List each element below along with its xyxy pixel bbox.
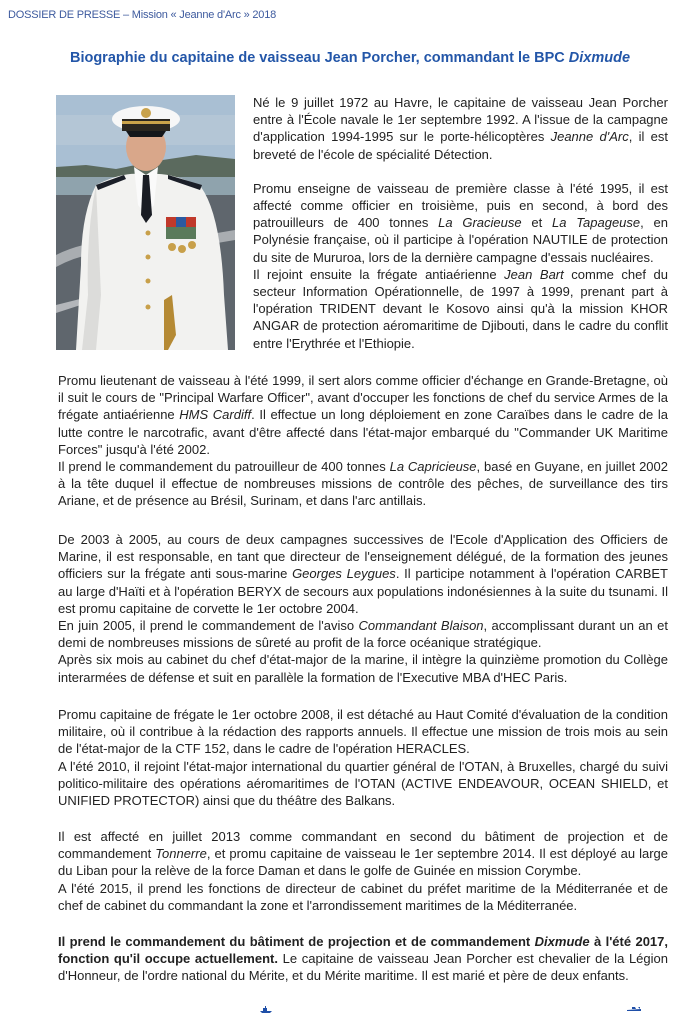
ship-name: Commandant Blaison bbox=[358, 618, 484, 634]
page-title bbox=[0, 50, 682, 66]
text: Promu lieutenant de vaisseau à l'été 1999, il sert alors comme officier d'échange en Grande-Bretagne, où il suit le cours de "Principal Warfare Officer", avant d'occuper les fonctions de chef du service Armes de la frégate antiaérienne bbox=[58, 373, 668, 423]
paragraph-dixmude bbox=[58, 933, 668, 985]
text: Il prend le commandement du bâtiment de projection et de commandement bbox=[58, 934, 535, 949]
text: . Il participe notamment à l'opération CARBET au large d'Haïti et à l'opération BERYX de secours aux populations indonésiennes à la suite du tsunami. Il est promu capitaine de corvette le 1er octobre 2004. bbox=[58, 566, 668, 616]
ship-name: HMS Cardiff bbox=[179, 407, 252, 423]
ship-name: La Capricieuse bbox=[389, 459, 477, 475]
running-header: DOSSIER DE PRESSE – Mission « Jeanne d'Arc » 2018 bbox=[8, 9, 277, 21]
text: , basé en Guyane, en juillet 2002 à la tête duquel il effectue de nombreuses missions de contrôle des pêches, de surveillance des tirs Ariane, et de présence au Brésil, Surinam, et dans l'arc antillais. bbox=[58, 459, 668, 509]
paragraph-eaom bbox=[58, 531, 668, 617]
ship-name: Tonnerre bbox=[155, 846, 207, 862]
paragraph-uk-exchange bbox=[58, 372, 668, 458]
paragraph-hceem: Promu capitaine de frégate le 1er octobre 2008, il est détaché au Haut Comité d'évaluation de la condition militaire, où il contribue à la rédaction des rapports annuels. Il effectue une mission de trois mois au sein de l'état-major de la CTF 152, dans le cadre de l'opération HERACLES. bbox=[58, 707, 668, 757]
text: Né le 9 juillet 1972 au Havre, le capitaine de vaisseau Jean Porcher entre à l'École navale le 1er septembre 1992. A l'issue de la campagne d'application 1994-1995 sur le porte-hélicoptères bbox=[253, 95, 668, 145]
text: , et promu capitaine de vaisseau le 1er septembre 2014. Il est déployé au large du Liban pour la relève de la force Daman et dans le golfe de Guinée en mission Corymbe. bbox=[58, 846, 668, 879]
text: Il rejoint ensuite la frégate antiaérienne bbox=[253, 266, 505, 282]
paragraph-otan: A l'été 2010, il rejoint l'état-major international du quartier général de l'OTAN, à Bruxelles, chargé du suivi politico-militaire des opérations aéromaritimes de l'OTAN (ACTIVE ENDEAVOUR, OCEAN SHIELD, et UNIFIED PROTECTOR) ainsi que du théâtre des Balkans. bbox=[58, 758, 668, 809]
section-2013-2015 bbox=[58, 828, 668, 914]
title-text: Biographie du capitaine de vaisseau Jean Porcher, commandant le BPC bbox=[69, 50, 569, 66]
text: De 2003 à 2005, au cours de deux campagnes successives de l'Ecole d'Application des Officiers de Marine, il est responsable, en tant que directeur de l'enseignement délégué, de la formation des jeunes officiers sur la frégate anti sous-marine bbox=[58, 532, 668, 582]
section-current-command bbox=[58, 933, 668, 985]
text: et bbox=[521, 215, 553, 231]
ship-name: La Gracieuse bbox=[438, 215, 522, 231]
text: Le capitaine de vaisseau Jean Porcher est chevalier de la Légion d'Honneur, de l'ordre national du Mérite, et du Mérite maritime. Il est marié et père de deux enfants. bbox=[58, 951, 668, 984]
portrait-photo-icon bbox=[56, 95, 235, 350]
text: Il est affecté en juillet 2013 comme commandant en second du bâtiment de projection et de commandement bbox=[58, 829, 668, 862]
paragraph-birth-education bbox=[253, 94, 668, 163]
paragraph-capricieuse bbox=[58, 458, 668, 510]
text: Il prend le commandement du patrouilleur de 400 tonnes bbox=[58, 459, 390, 475]
ship-name: Jean Bart bbox=[504, 266, 564, 282]
paragraph-tonnerre bbox=[58, 828, 668, 880]
ship-name: Georges Leygues bbox=[292, 566, 396, 582]
ship-name: Jeanne d'Arc bbox=[550, 129, 629, 145]
section-2008-2010 bbox=[58, 706, 668, 809]
aircraft-silhouette-icon bbox=[626, 1005, 642, 1013]
paragraph-premar: A l'été 2015, il prend les fonctions de directeur de cabinet du préfet maritime de la Méditerranée et de chef de cabinet du commandant la zone et l'arrondissement maritimes de la Méditerranée. bbox=[58, 880, 668, 913]
text: , accomplissant durant un an et demi de nombreuses missions de sûreté au profit de la force océanique stratégique. bbox=[58, 618, 668, 651]
paragraph-1995 bbox=[253, 180, 668, 266]
paragraph-cid: Après six mois au cabinet du chef d'état-major de la marine, il intègre la quinzième promotion du Collège interarmées de défense et suit en parallèle la formation de l'Executive MBA d'HEC Paris. bbox=[58, 652, 668, 685]
ship-name: La Tapageuse bbox=[552, 215, 641, 231]
text: Promu enseigne de vaisseau de première classe à l'été 1995, il est affecté comme officier en troisième, puis en second, à bord des patrouilleurs de 400 tonnes bbox=[253, 180, 668, 231]
text: En juin 2005, il prend le commandement de l'aviso bbox=[58, 618, 359, 634]
portrait-photo bbox=[56, 95, 235, 350]
text: , il est breveté de l'école de spécialité Détection. bbox=[253, 129, 668, 162]
text: , en Polynésie française, où il participe à l'opération NAUTILE de protection du site de Mururoa, lors de la dernière campagne d'essais nucléaires. bbox=[253, 215, 668, 265]
section-2003-2008 bbox=[58, 531, 668, 686]
ship-name: Dixmude bbox=[534, 934, 590, 949]
text: comme chef du secteur Information Opérationnelle, de 1997 à 1999, prenant part à l'opération TRIDENT devant le Kosovo ainsi qu'à la mission KHOR ANGAR de protection aéromaritime de Djibouti, dans le cadre du conflit entre l'Erythrée et l'Ethiopie. bbox=[253, 266, 668, 351]
paragraph-blaison bbox=[58, 617, 668, 651]
section-1999-2002 bbox=[58, 372, 668, 510]
ship-silhouette-icon bbox=[258, 1005, 274, 1013]
text: à l'été 2017, fonction qu'il occupe actuellement. bbox=[58, 934, 669, 967]
paragraph-jean-bart bbox=[253, 266, 668, 352]
title-ship-name: Dixmude bbox=[568, 50, 631, 66]
intro-column bbox=[253, 94, 668, 352]
text: . Il effectue un long déploiement en zone Caraïbes dans le cadre de la lutte contre le narcotrafic, avant d'être affecté dans l'état-major embarqué du "Commander UK Maritime Forces" jusqu'à l'été 2002. bbox=[58, 407, 668, 457]
